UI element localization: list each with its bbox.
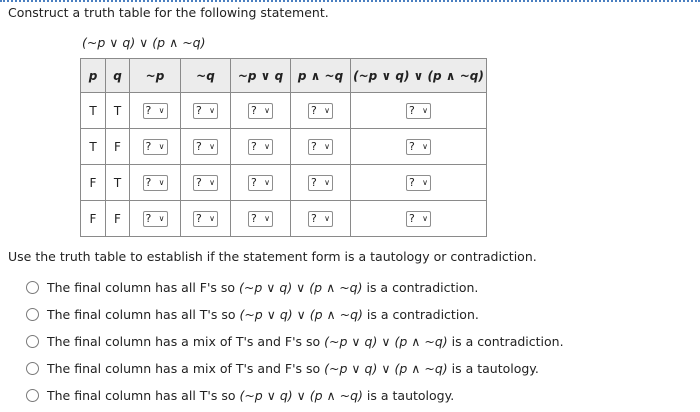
radio-button-icon[interactable]: [26, 389, 39, 402]
dropdown-value: ?: [145, 104, 152, 117]
option-expression: (~p ∨ q) ∨ (p ∧ ~q): [239, 280, 363, 295]
dropdown-value: ?: [409, 104, 415, 117]
dropdown-not-q[interactable]: [193, 139, 218, 155]
dropdown-full-statement[interactable]: [406, 139, 431, 155]
radio-button-icon[interactable]: [26, 362, 39, 375]
chevron-down-icon: ∨: [209, 106, 215, 115]
dropdown-value: ?: [311, 212, 317, 225]
cell-p: F: [81, 165, 106, 201]
dropdown-value: ?: [196, 140, 202, 153]
chevron-down-icon: ∨: [422, 214, 428, 223]
chevron-down-icon: ∨: [422, 106, 428, 115]
dropdown-full-statement[interactable]: [406, 211, 431, 227]
dropdown-value: ?: [196, 176, 202, 189]
table-row: [81, 201, 487, 237]
option-label: [47, 388, 454, 403]
option-3[interactable]: [26, 328, 564, 355]
dropdown-value: ?: [251, 140, 257, 153]
cell-q: F: [106, 201, 130, 237]
dropdown-not-p[interactable]: [143, 211, 168, 227]
chevron-down-icon: ∨: [324, 142, 330, 151]
option-expression: (~p ∨ q) ∨ (p ∧ ~q): [324, 334, 448, 349]
radio-button-icon[interactable]: [26, 281, 39, 294]
dropdown-value: ?: [145, 140, 152, 153]
dropdown-not-p[interactable]: [143, 175, 168, 191]
chevron-down-icon: ∨: [158, 142, 165, 151]
dropdown-p-and-not-q[interactable]: [308, 211, 333, 227]
cell-p: T: [81, 93, 106, 129]
header-not-p-or-q: ~p ∨ q: [231, 59, 291, 93]
radio-button-icon[interactable]: [26, 335, 39, 348]
option-2[interactable]: [26, 301, 564, 328]
dropdown-value: ?: [251, 176, 257, 189]
dropdown-not-q[interactable]: [193, 175, 218, 191]
answer-options: [26, 274, 564, 409]
table-row: [81, 93, 487, 129]
chevron-down-icon: ∨: [209, 178, 215, 187]
dropdown-value: ?: [311, 140, 317, 153]
chevron-down-icon: ∨: [422, 142, 428, 151]
dropdown-value: ?: [145, 212, 152, 225]
option-label: [47, 307, 479, 322]
chevron-down-icon: ∨: [264, 142, 270, 151]
option-prefix: The final column has a mix of T's and F's so: [47, 361, 325, 376]
table-row: [81, 165, 487, 201]
header-p: p: [81, 59, 106, 93]
dropdown-not-q[interactable]: [193, 103, 218, 119]
header-p-and-not-q: p ∧ ~q: [291, 59, 351, 93]
chevron-down-icon: ∨: [158, 178, 165, 187]
dropdown-value: ?: [145, 176, 152, 189]
dropdown-p-and-not-q[interactable]: [308, 103, 333, 119]
option-suffix: is a contradiction.: [362, 307, 479, 322]
question-text: Use the truth table to establish if the statement form is a tautology or contradiction.: [8, 249, 537, 264]
dropdown-not-p-or-q[interactable]: [248, 175, 273, 191]
dropdown-value: ?: [311, 104, 317, 117]
dropdown-full-statement[interactable]: [406, 103, 431, 119]
cell-p: F: [81, 201, 106, 237]
dropdown-not-p-or-q[interactable]: [248, 211, 273, 227]
chevron-down-icon: ∨: [158, 214, 165, 223]
option-prefix: The final column has all F's so: [47, 280, 240, 295]
header-not-p: ~p: [130, 59, 181, 93]
dropdown-full-statement[interactable]: [406, 175, 431, 191]
option-prefix: The final column has all T's so: [47, 388, 240, 403]
option-label: [47, 334, 564, 349]
chevron-down-icon: ∨: [158, 106, 165, 115]
chevron-down-icon: ∨: [324, 214, 330, 223]
dropdown-value: ?: [196, 104, 202, 117]
radio-button-icon[interactable]: [26, 308, 39, 321]
cell-q: T: [106, 93, 130, 129]
dropdown-not-p[interactable]: [143, 103, 168, 119]
option-1[interactable]: [26, 274, 564, 301]
header-full-statement: (~p ∨ q) ∨ (p ∧ ~q): [351, 59, 487, 93]
option-suffix: is a tautology.: [362, 388, 455, 403]
chevron-down-icon: ∨: [422, 178, 428, 187]
option-expression: (~p ∨ q) ∨ (p ∧ ~q): [239, 307, 363, 322]
option-label: [47, 361, 539, 376]
dropdown-not-q[interactable]: [193, 211, 218, 227]
header-not-q: ~q: [181, 59, 231, 93]
dropdown-p-and-not-q[interactable]: [308, 175, 333, 191]
dropdown-value: ?: [409, 140, 415, 153]
truth-table: [80, 58, 487, 237]
option-expression: (~p ∨ q) ∨ (p ∧ ~q): [239, 388, 363, 403]
dropdown-value: ?: [196, 212, 202, 225]
chevron-down-icon: ∨: [324, 106, 330, 115]
dropdown-not-p[interactable]: [143, 139, 168, 155]
header-q: q: [106, 59, 130, 93]
dropdown-p-and-not-q[interactable]: [308, 139, 333, 155]
option-prefix: The final column has a mix of T's and F's so: [47, 334, 325, 349]
option-4[interactable]: [26, 355, 564, 382]
chevron-down-icon: ∨: [324, 178, 330, 187]
dropdown-not-p-or-q[interactable]: [248, 103, 273, 119]
table-row: [81, 129, 487, 165]
truth-table-header-row: [81, 59, 487, 93]
option-5[interactable]: [26, 382, 564, 409]
instruction-text: Construct a truth table for the following statement.: [8, 5, 329, 20]
dropdown-value: ?: [409, 176, 415, 189]
dropdown-value: ?: [251, 104, 257, 117]
option-label: [47, 280, 478, 295]
dropdown-not-p-or-q[interactable]: [248, 139, 273, 155]
chevron-down-icon: ∨: [264, 178, 270, 187]
cell-q: F: [106, 129, 130, 165]
cell-p: T: [81, 129, 106, 165]
cell-q: T: [106, 165, 130, 201]
dropdown-value: ?: [251, 212, 257, 225]
option-expression: (~p ∨ q) ∨ (p ∧ ~q): [324, 361, 448, 376]
top-dotted-border: [0, 0, 700, 2]
chevron-down-icon: ∨: [209, 142, 215, 151]
option-suffix: is a tautology.: [447, 361, 539, 376]
dropdown-value: ?: [311, 176, 317, 189]
chevron-down-icon: ∨: [264, 106, 270, 115]
statement-expression: (~p ∨ q) ∨ (p ∧ ~q): [82, 35, 206, 50]
chevron-down-icon: ∨: [264, 214, 270, 223]
dropdown-value: ?: [409, 212, 415, 225]
chevron-down-icon: ∨: [209, 214, 215, 223]
option-suffix: is a contradiction.: [447, 334, 564, 349]
option-suffix: is a contradiction.: [362, 280, 479, 295]
option-prefix: The final column has all T's so: [47, 307, 240, 322]
